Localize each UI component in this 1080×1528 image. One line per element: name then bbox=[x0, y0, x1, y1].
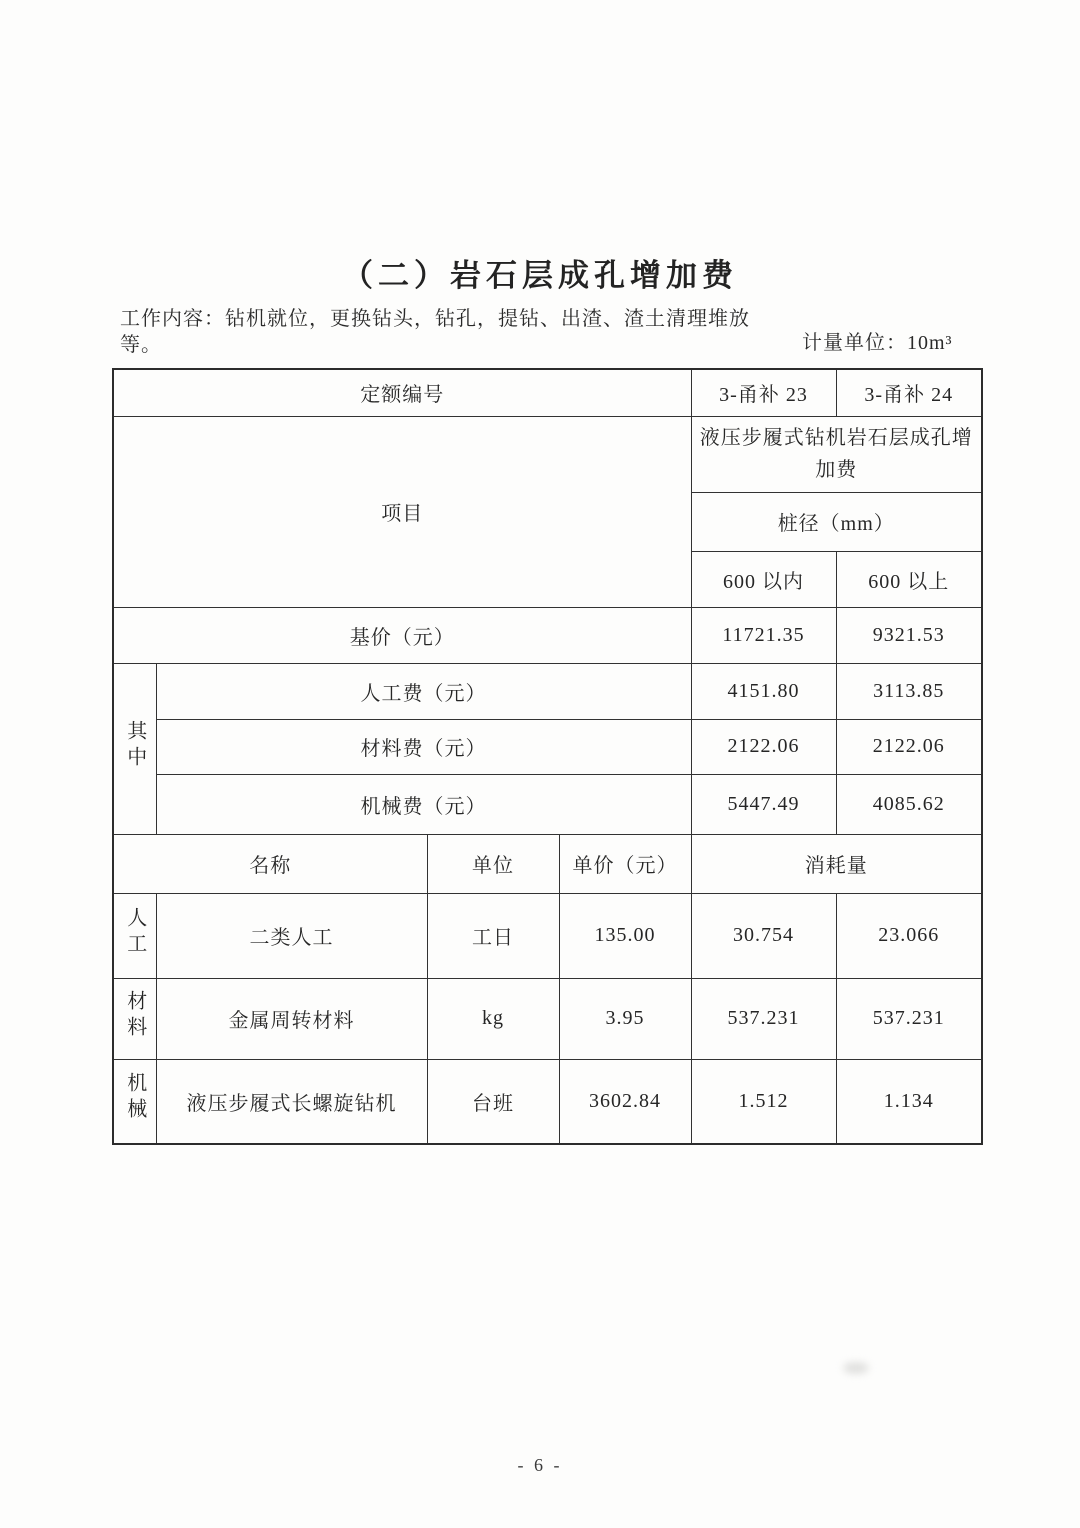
labor-category-cell bbox=[113, 893, 156, 978]
machine-price-cell: 3602.84 bbox=[559, 1059, 691, 1144]
quota-code-1-cell: 3-甬补 23 bbox=[691, 369, 836, 416]
table-row-labor-detail bbox=[113, 893, 982, 978]
table-row-labor-cost bbox=[113, 663, 982, 719]
labor-consumption-2-cell: 23.066 bbox=[836, 893, 982, 978]
table-row-machine-cost bbox=[113, 774, 982, 834]
project-label-cell: 项目 bbox=[113, 416, 691, 607]
machine-category-cell bbox=[113, 1059, 156, 1144]
quota-code-label-cell: 定额编号 bbox=[113, 369, 691, 416]
machine-cost-label-cell: 机械费（元） bbox=[156, 774, 691, 834]
material-category-text: 材料 bbox=[123, 989, 146, 1042]
machine-unit-cell: 台班 bbox=[427, 1059, 559, 1144]
material-unit-cell: kg bbox=[427, 978, 559, 1059]
among-label-text: 其中 bbox=[123, 719, 146, 772]
base-price-2-cell: 9321.53 bbox=[836, 607, 982, 663]
diameter-option-1-cell: 600 以内 bbox=[691, 551, 836, 607]
labor-consumption-1-cell: 30.754 bbox=[691, 893, 836, 978]
quota-code-2-cell: 3-甬补 24 bbox=[836, 369, 982, 416]
work-content-note: 工作内容：钻机就位，更换钻头，钻孔，提钻、出渣、渣土清理堆放等。 bbox=[120, 308, 750, 356]
diameter-option-2-cell: 600 以上 bbox=[836, 551, 982, 607]
table-row-detail-header bbox=[113, 834, 982, 893]
material-consumption-2-cell: 537.231 bbox=[836, 978, 982, 1059]
among-label-cell bbox=[113, 663, 156, 834]
machine-consumption-2-cell: 1.134 bbox=[836, 1059, 982, 1144]
quota-table bbox=[112, 368, 983, 1145]
labor-name-cell: 二类人工 bbox=[156, 893, 427, 978]
detail-header-consumption-cell: 消耗量 bbox=[691, 834, 982, 893]
material-category-cell bbox=[113, 978, 156, 1059]
material-cost-1-cell: 2122.06 bbox=[691, 719, 836, 774]
material-consumption-1-cell: 537.231 bbox=[691, 978, 836, 1059]
material-cost-label-cell: 材料费（元） bbox=[156, 719, 691, 774]
machine-name-cell: 液压步履式长螺旋钻机 bbox=[156, 1059, 427, 1144]
base-price-1-cell: 11721.35 bbox=[691, 607, 836, 663]
machine-cost-1-cell: 5447.49 bbox=[691, 774, 836, 834]
scan-smudge-artifact bbox=[843, 1362, 869, 1374]
page-number: - 6 - bbox=[517, 1455, 563, 1475]
table-row-project-group bbox=[113, 416, 982, 492]
table-row-material-cost bbox=[113, 719, 982, 774]
table-row-quota-code bbox=[113, 369, 982, 416]
detail-header-name-cell: 名称 bbox=[113, 834, 427, 893]
labor-unit-cell: 工日 bbox=[427, 893, 559, 978]
labor-price-cell: 135.00 bbox=[559, 893, 691, 978]
project-group-cell: 液压步履式钻机岩石层成孔增加费 bbox=[691, 416, 982, 492]
detail-header-price-cell: 单价（元） bbox=[559, 834, 691, 893]
material-price-cell: 3.95 bbox=[559, 978, 691, 1059]
pile-diameter-label-cell: 桩径（mm） bbox=[691, 492, 982, 551]
machine-cost-2-cell: 4085.62 bbox=[836, 774, 982, 834]
detail-header-unit-cell: 单位 bbox=[427, 834, 559, 893]
measurement-unit-label: 计量单位：10m³ bbox=[802, 332, 953, 354]
labor-cost-2-cell: 3113.85 bbox=[836, 663, 982, 719]
material-cost-2-cell: 2122.06 bbox=[836, 719, 982, 774]
labor-cost-1-cell: 4151.80 bbox=[691, 663, 836, 719]
table-row-material-detail bbox=[113, 978, 982, 1059]
machine-consumption-1-cell: 1.512 bbox=[691, 1059, 836, 1144]
machine-category-text: 机械 bbox=[123, 1072, 146, 1125]
base-price-label-cell: 基价（元） bbox=[113, 607, 691, 663]
table-row-machine-detail bbox=[113, 1059, 982, 1144]
table-row-base-price bbox=[113, 607, 982, 663]
page-title: （二）岩石层成孔增加费 bbox=[342, 258, 738, 293]
material-name-cell: 金属周转材料 bbox=[156, 978, 427, 1059]
labor-category-text: 人工 bbox=[123, 906, 146, 959]
labor-cost-label-cell: 人工费（元） bbox=[156, 663, 691, 719]
